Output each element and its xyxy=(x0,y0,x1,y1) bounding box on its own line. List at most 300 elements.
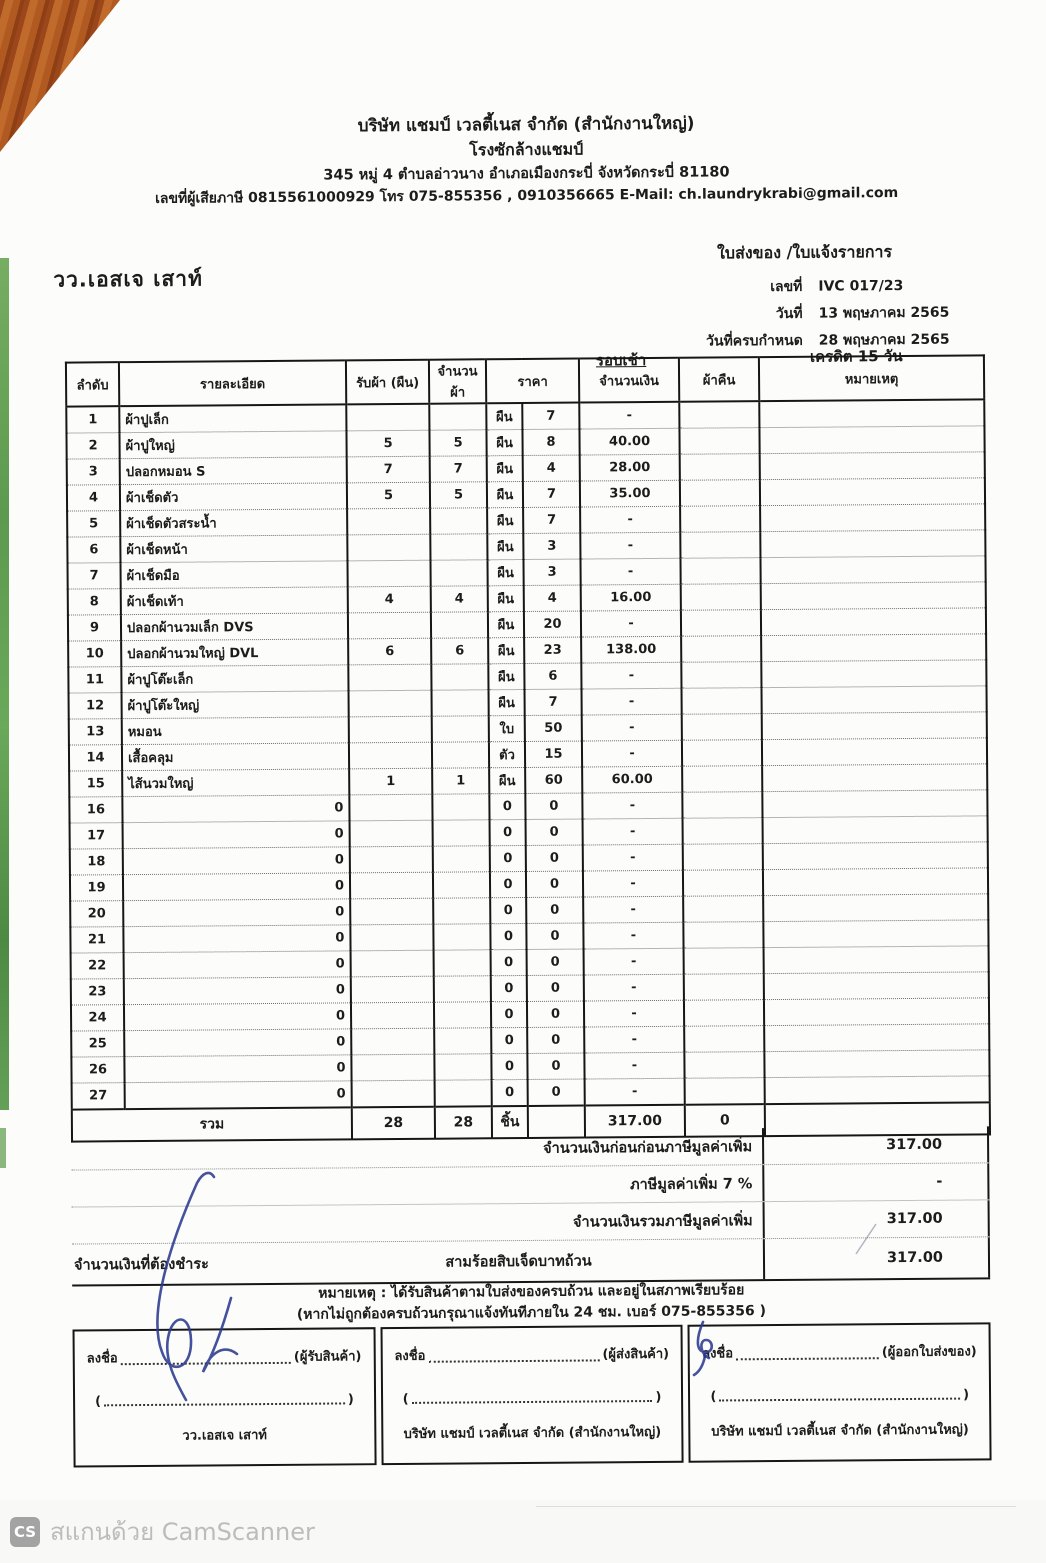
item-received xyxy=(350,820,433,847)
item-qty xyxy=(434,976,491,1002)
item-remark xyxy=(763,816,988,844)
item-received: 1 xyxy=(349,768,432,795)
item-price: 7 xyxy=(523,507,580,533)
sign-party-name: วว.เอสเจ เสาท์ xyxy=(182,1428,268,1444)
item-amount: - xyxy=(584,1052,684,1079)
item-price: 0 xyxy=(526,845,583,871)
item-remark xyxy=(762,738,987,766)
amount-in-words: สามร้อยสิบเจ็ดบาทถ้วน xyxy=(445,1252,592,1271)
item-received xyxy=(350,924,433,951)
item-amount: 60.00 xyxy=(582,766,682,793)
item-name: 0 xyxy=(125,1081,352,1109)
item-price: 0 xyxy=(526,819,583,845)
item-unit: ผืน xyxy=(488,585,524,611)
item-return xyxy=(681,662,761,689)
customer-name: วว.เอสเจ เสาท์ xyxy=(53,266,203,292)
item-received xyxy=(351,1054,434,1081)
item-price: 20 xyxy=(524,611,581,637)
signature-line xyxy=(736,1345,879,1360)
table-header-row xyxy=(66,355,984,406)
item-no: 12 xyxy=(69,693,122,719)
item-return xyxy=(684,974,764,1001)
item-remark xyxy=(764,1024,989,1052)
item-unit: 0 xyxy=(491,1053,527,1079)
total-qty: 28 xyxy=(435,1106,492,1138)
col-qty: จำนวนผ้า xyxy=(429,359,486,403)
camscanner-icon: CS xyxy=(10,1517,40,1547)
name-line xyxy=(719,1386,960,1402)
item-remark xyxy=(759,399,984,427)
item-remark xyxy=(762,790,987,818)
item-amount: - xyxy=(580,506,680,533)
item-qty: 7 xyxy=(430,456,487,482)
item-price: 0 xyxy=(527,1001,584,1027)
item-return xyxy=(680,558,760,585)
item-price: 3 xyxy=(523,533,580,559)
signature-line xyxy=(428,1347,599,1362)
item-name: 0 xyxy=(123,847,350,875)
item-name: 0 xyxy=(123,899,350,927)
item-no: 4 xyxy=(67,485,120,511)
item-unit: 0 xyxy=(491,949,527,975)
item-received xyxy=(351,1002,434,1029)
item-return xyxy=(685,1078,765,1105)
item-price: 0 xyxy=(527,949,584,975)
paren-open: ( xyxy=(402,1391,409,1407)
doc-number-value: IVC 017/23 xyxy=(818,278,904,295)
item-amount: 35.00 xyxy=(580,480,680,507)
item-amount: - xyxy=(582,740,682,767)
item-remark xyxy=(762,712,987,740)
remarks-line2: (หากไม่ถูกต้องครบถ้วนกรุณาแจ้งทันทีภายใน 24 ชม. เบอร์ 075-855356 ) xyxy=(296,1303,767,1323)
item-no: 18 xyxy=(70,849,123,875)
item-unit: ผืน xyxy=(489,767,525,793)
item-remark xyxy=(762,764,987,792)
vat-value: - xyxy=(762,1163,989,1201)
grand-total-value: 317.00 xyxy=(763,1200,990,1238)
item-name: ผ้าเช็ดตัว xyxy=(120,483,347,511)
item-unit: 0 xyxy=(491,975,527,1001)
signature-box-receiver xyxy=(73,1327,377,1467)
item-remark xyxy=(764,972,989,1000)
item-remark xyxy=(763,920,988,948)
item-qty xyxy=(435,1080,492,1107)
item-return xyxy=(683,870,763,897)
item-unit: 0 xyxy=(490,871,526,897)
paren-close: ) xyxy=(655,1389,662,1405)
item-no: 26 xyxy=(71,1057,124,1083)
item-unit: 0 xyxy=(489,793,525,819)
item-amount: 28.00 xyxy=(580,454,680,481)
item-unit: ผืน xyxy=(487,455,523,481)
item-return xyxy=(679,428,759,455)
item-received xyxy=(352,1080,435,1107)
item-qty xyxy=(429,403,486,430)
item-amount: - xyxy=(585,1078,685,1105)
amount-due-value: 317.00 xyxy=(763,1237,990,1279)
item-amount: - xyxy=(581,610,681,637)
item-return xyxy=(680,532,760,559)
item-received xyxy=(350,872,433,899)
remarks-line1: หมายเหตุ : ได้รับสินค้าตามใบส่งของครบถ้วน และอยู่ในสภาพเรียบร้อย xyxy=(318,1282,745,1302)
item-name: 0 xyxy=(124,1003,351,1031)
doc-duedate-value: 28 พฤษภาคม 2565 xyxy=(818,331,950,349)
item-qty xyxy=(430,534,487,560)
col-description: รายละเอียด xyxy=(119,360,346,406)
item-no: 16 xyxy=(69,797,122,823)
item-qty xyxy=(434,950,491,976)
item-name: 0 xyxy=(124,1029,351,1057)
item-name: ปลอกหมอน S xyxy=(120,457,347,485)
item-return xyxy=(681,610,761,637)
item-received xyxy=(347,508,430,535)
item-amount: - xyxy=(582,688,682,715)
item-return xyxy=(682,766,762,793)
sign-party-name: บริษัท แชมป์ เวลตี้เนส จำกัด (สำนักงานใหญ่) xyxy=(711,1422,969,1440)
item-received xyxy=(349,794,432,821)
item-remark xyxy=(761,634,986,662)
item-unit: ผืน xyxy=(487,533,523,559)
col-return: ผ้าคืน xyxy=(679,357,759,402)
item-remark xyxy=(761,686,986,714)
signature-section xyxy=(73,1322,992,1467)
item-unit: ผืน xyxy=(486,403,522,430)
item-unit: ผืน xyxy=(487,507,523,533)
item-unit: 0 xyxy=(491,1027,527,1053)
item-unit: ตัว xyxy=(489,741,525,767)
grand-total-label: จำนวนเงินรวมภาษีมูลค่าเพิ่ม xyxy=(572,1212,753,1231)
item-qty xyxy=(433,872,490,898)
item-name: ผ้าเช็ดตัวสระน้ำ xyxy=(120,509,347,537)
item-amount: - xyxy=(584,948,684,975)
item-name: 0 xyxy=(124,977,351,1005)
item-amount: - xyxy=(583,844,683,871)
item-price: 8 xyxy=(522,429,579,455)
item-remark xyxy=(763,868,988,896)
sign-role: (ผู้ออกใบส่งของ) xyxy=(881,1344,977,1361)
item-unit: ผืน xyxy=(488,611,524,637)
item-qty xyxy=(432,716,489,742)
item-received xyxy=(351,950,434,977)
item-received xyxy=(347,534,430,561)
item-name: หมอน xyxy=(122,717,349,745)
item-name: ปลอกผ้านวมใหญ่ DVL xyxy=(121,639,348,667)
item-price: 23 xyxy=(524,637,581,663)
item-qty xyxy=(433,924,490,950)
item-remark xyxy=(761,660,986,688)
item-received xyxy=(349,690,432,717)
item-amount: - xyxy=(583,922,683,949)
item-amount: 138.00 xyxy=(581,636,681,663)
company-name: บริษัท แชมป์ เวลตี้เนส จำกัด (สำนักงานใหญ่) xyxy=(357,113,695,137)
item-no: 19 xyxy=(70,875,123,901)
doc-date-value: 13 พฤษภาคม 2565 xyxy=(818,304,950,322)
item-price: 15 xyxy=(525,741,582,767)
camscanner-label: สแกนด้วย CamScanner xyxy=(50,1518,315,1546)
item-received xyxy=(348,664,431,691)
amount-due-label: จำนวนเงินที่ต้องชำระ xyxy=(73,1255,209,1274)
item-no: 25 xyxy=(71,1031,124,1057)
item-price: 3 xyxy=(523,559,580,585)
item-remark xyxy=(763,894,988,922)
item-amount: - xyxy=(582,792,682,819)
item-received xyxy=(350,846,433,873)
doc-duedate-label: วันที่ครบกำหนด xyxy=(706,332,803,350)
round-label: รอบเช้า xyxy=(595,351,647,370)
item-received xyxy=(347,560,430,587)
item-name: 0 xyxy=(124,1055,351,1083)
item-amount: - xyxy=(583,870,683,897)
item-price: 0 xyxy=(525,793,582,819)
name-line xyxy=(104,1390,345,1406)
total-unit: ชิ้น xyxy=(492,1106,528,1138)
total-received: 28 xyxy=(352,1107,435,1140)
sign-label: ลงชื่อ xyxy=(702,1346,734,1362)
item-name: 0 xyxy=(122,795,349,823)
items-table xyxy=(65,354,991,1142)
doc-date-label: วันที่ xyxy=(775,305,803,323)
item-no: 7 xyxy=(67,563,120,589)
doc-number-row xyxy=(617,272,992,302)
camscanner-footer xyxy=(0,1500,1046,1563)
item-unit: ผืน xyxy=(486,429,522,455)
item-amount: - xyxy=(579,402,679,429)
sign-role: (ผู้ส่งสินค้า) xyxy=(602,1346,670,1363)
item-no: 11 xyxy=(68,667,121,693)
item-price: 0 xyxy=(526,871,583,897)
item-price: 50 xyxy=(525,715,582,741)
item-name: เสื้อคลุม xyxy=(122,743,349,771)
col-amount: จำนวนเงิน xyxy=(579,358,679,403)
item-qty xyxy=(430,560,487,586)
item-unit: ผืน xyxy=(487,481,523,507)
item-return xyxy=(684,1052,764,1079)
item-price: 7 xyxy=(525,689,582,715)
item-amount: - xyxy=(584,1000,684,1027)
item-return xyxy=(679,401,759,428)
item-remark xyxy=(760,530,985,558)
item-name: ผ้าปูเล็ก xyxy=(119,404,346,432)
item-remark xyxy=(764,998,989,1026)
item-return xyxy=(683,922,763,949)
item-qty xyxy=(431,612,488,638)
item-price: 0 xyxy=(528,1079,585,1106)
item-return xyxy=(681,636,761,663)
item-no: 6 xyxy=(67,537,120,563)
item-no: 15 xyxy=(69,771,122,797)
item-remark xyxy=(760,478,985,506)
item-remark xyxy=(760,452,985,480)
item-name: ผ้าเช็ดมือ xyxy=(120,561,347,589)
item-name: ปลอกผ้านวมเล็ก DVS xyxy=(121,613,348,641)
signature-line xyxy=(121,1350,291,1365)
item-price: 60 xyxy=(525,767,582,793)
item-return xyxy=(683,844,763,871)
item-qty: 5 xyxy=(429,430,486,456)
item-received xyxy=(349,716,432,743)
before-vat-label: จำนวนเงินก่อนก่อนภาษีมูลค่าเพิ่ม xyxy=(543,1138,753,1157)
signature-box-sender xyxy=(380,1325,684,1465)
item-amount: - xyxy=(584,1026,684,1053)
item-received xyxy=(349,742,432,769)
document-meta xyxy=(617,239,993,356)
item-price: 7 xyxy=(523,481,580,507)
item-return xyxy=(684,948,764,975)
item-no: 22 xyxy=(71,953,124,979)
item-name: 0 xyxy=(123,821,350,849)
item-qty xyxy=(433,820,490,846)
vat-label: ภาษีมูลค่าเพิ่ม 7 % xyxy=(629,1175,753,1193)
item-remark xyxy=(764,946,989,974)
item-no: 23 xyxy=(71,979,124,1005)
item-remark xyxy=(765,1076,990,1104)
signature-box-issuer xyxy=(688,1322,992,1462)
item-price: 0 xyxy=(526,897,583,923)
credit-terms: เครดิต 15 วัน xyxy=(809,347,903,366)
item-no: 10 xyxy=(68,641,121,667)
item-amount: 16.00 xyxy=(581,584,681,611)
document-title: ใบส่งของ /ใบแจ้งรายการ xyxy=(716,242,893,263)
item-received xyxy=(351,1028,434,1055)
item-no: 20 xyxy=(70,901,123,927)
item-return xyxy=(680,454,760,481)
item-price: 4 xyxy=(523,455,580,481)
item-remark xyxy=(763,842,988,870)
item-received xyxy=(346,404,429,431)
item-qty: 1 xyxy=(432,768,489,794)
item-qty xyxy=(430,508,487,534)
item-remark xyxy=(760,556,985,584)
item-received xyxy=(350,898,433,925)
paren-close: ) xyxy=(347,1392,354,1408)
item-no: 5 xyxy=(67,511,120,537)
item-name: 0 xyxy=(123,873,350,901)
item-qty xyxy=(434,1054,491,1080)
item-no: 27 xyxy=(72,1083,125,1110)
doc-number-label: เลขที่ xyxy=(770,278,803,296)
item-qty: 4 xyxy=(431,586,488,612)
item-qty xyxy=(434,1028,491,1054)
item-name: ผ้าปูโต๊ะใหญ่ xyxy=(122,691,349,719)
item-name: ผ้าเช็ดหน้า xyxy=(120,535,347,563)
item-remark xyxy=(761,582,986,610)
item-return xyxy=(683,818,763,845)
item-received xyxy=(348,612,431,639)
col-no: ลำดับ xyxy=(66,362,119,406)
summary-section xyxy=(71,1126,990,1286)
item-qty xyxy=(432,794,489,820)
item-name: ผ้าปูโต๊ะเล็ก xyxy=(121,665,348,693)
item-return xyxy=(681,584,761,611)
items-body xyxy=(66,399,989,1109)
item-no: 24 xyxy=(71,1005,124,1031)
item-return xyxy=(684,1000,764,1027)
item-qty xyxy=(431,664,488,690)
col-price: ราคา xyxy=(486,359,579,404)
item-qty xyxy=(432,690,489,716)
company-header xyxy=(96,109,957,211)
item-price: 0 xyxy=(526,923,583,949)
item-no: 17 xyxy=(70,823,123,849)
item-received: 5 xyxy=(346,430,429,457)
paren-open: ( xyxy=(710,1389,717,1405)
item-unit: ผืน xyxy=(488,637,524,663)
item-unit: 0 xyxy=(492,1079,528,1106)
item-unit: ผืน xyxy=(489,689,525,715)
item-qty xyxy=(433,898,490,924)
item-received: 6 xyxy=(348,638,431,665)
sign-party-name: บริษัท แชมป์ เวลตี้เนส จำกัด (สำนักงานใหญ่) xyxy=(403,1424,662,1442)
item-remark xyxy=(759,426,984,454)
item-return xyxy=(682,792,762,819)
item-price: 0 xyxy=(527,1027,584,1053)
paren-close: ) xyxy=(963,1387,970,1403)
total-label: รวม xyxy=(72,1107,352,1141)
item-amount: - xyxy=(581,662,681,689)
item-no: 1 xyxy=(66,406,119,433)
item-unit: 0 xyxy=(490,923,526,949)
sign-label: ลงชื่อ xyxy=(394,1348,426,1365)
item-no: 9 xyxy=(68,615,121,641)
doc-duedate-row xyxy=(618,326,993,356)
company-tradename: โรงซักล้างแชมป์ xyxy=(469,139,584,160)
remarks-block xyxy=(72,1278,990,1327)
paren-open: ( xyxy=(95,1394,102,1410)
item-received xyxy=(351,976,434,1003)
col-received: รับผ้า (ผืน) xyxy=(346,360,429,405)
item-qty xyxy=(432,742,489,768)
item-qty xyxy=(433,846,490,872)
company-address: 345 หมู่ 4 ตำบลอ่าวนาง อำเภอเมืองกระบี่ จังหวัดกระบี่ 81180 xyxy=(323,164,730,184)
item-remark xyxy=(760,504,985,532)
item-qty: 6 xyxy=(431,638,488,664)
item-name: 0 xyxy=(124,951,351,979)
total-return: 0 xyxy=(685,1104,765,1137)
col-remark: หมายเหตุ xyxy=(759,355,984,401)
item-price: 6 xyxy=(524,663,581,689)
item-remark xyxy=(764,1050,989,1078)
item-qty: 5 xyxy=(430,482,487,508)
item-price: 4 xyxy=(524,585,581,611)
item-qty xyxy=(434,1002,491,1028)
item-amount: - xyxy=(582,714,682,741)
item-price: 7 xyxy=(522,403,579,430)
item-return xyxy=(682,740,762,767)
item-no: 3 xyxy=(67,459,120,485)
item-no: 2 xyxy=(66,433,119,459)
item-return xyxy=(684,1026,764,1053)
doc-date-row xyxy=(617,299,992,329)
item-name: ผ้าเช็ดเท้า xyxy=(121,587,348,615)
name-line xyxy=(412,1388,653,1404)
item-unit: 0 xyxy=(491,1001,527,1027)
item-name: ไส้นวมใหญ่ xyxy=(122,769,349,797)
item-no: 13 xyxy=(69,719,122,745)
item-unit: ใบ xyxy=(489,715,525,741)
item-amount: 40.00 xyxy=(579,428,679,455)
item-return xyxy=(680,480,760,507)
item-no: 14 xyxy=(69,745,122,771)
sign-label: ลงชื่อ xyxy=(86,1351,118,1367)
item-unit: ผืน xyxy=(487,559,523,585)
item-return xyxy=(682,714,762,741)
sign-role: (ผู้รับสินค้า) xyxy=(293,1349,362,1365)
item-amount: - xyxy=(580,532,680,559)
item-return xyxy=(683,896,763,923)
total-amount: 317.00 xyxy=(585,1105,685,1138)
item-amount: - xyxy=(580,558,680,585)
item-amount: - xyxy=(583,896,683,923)
